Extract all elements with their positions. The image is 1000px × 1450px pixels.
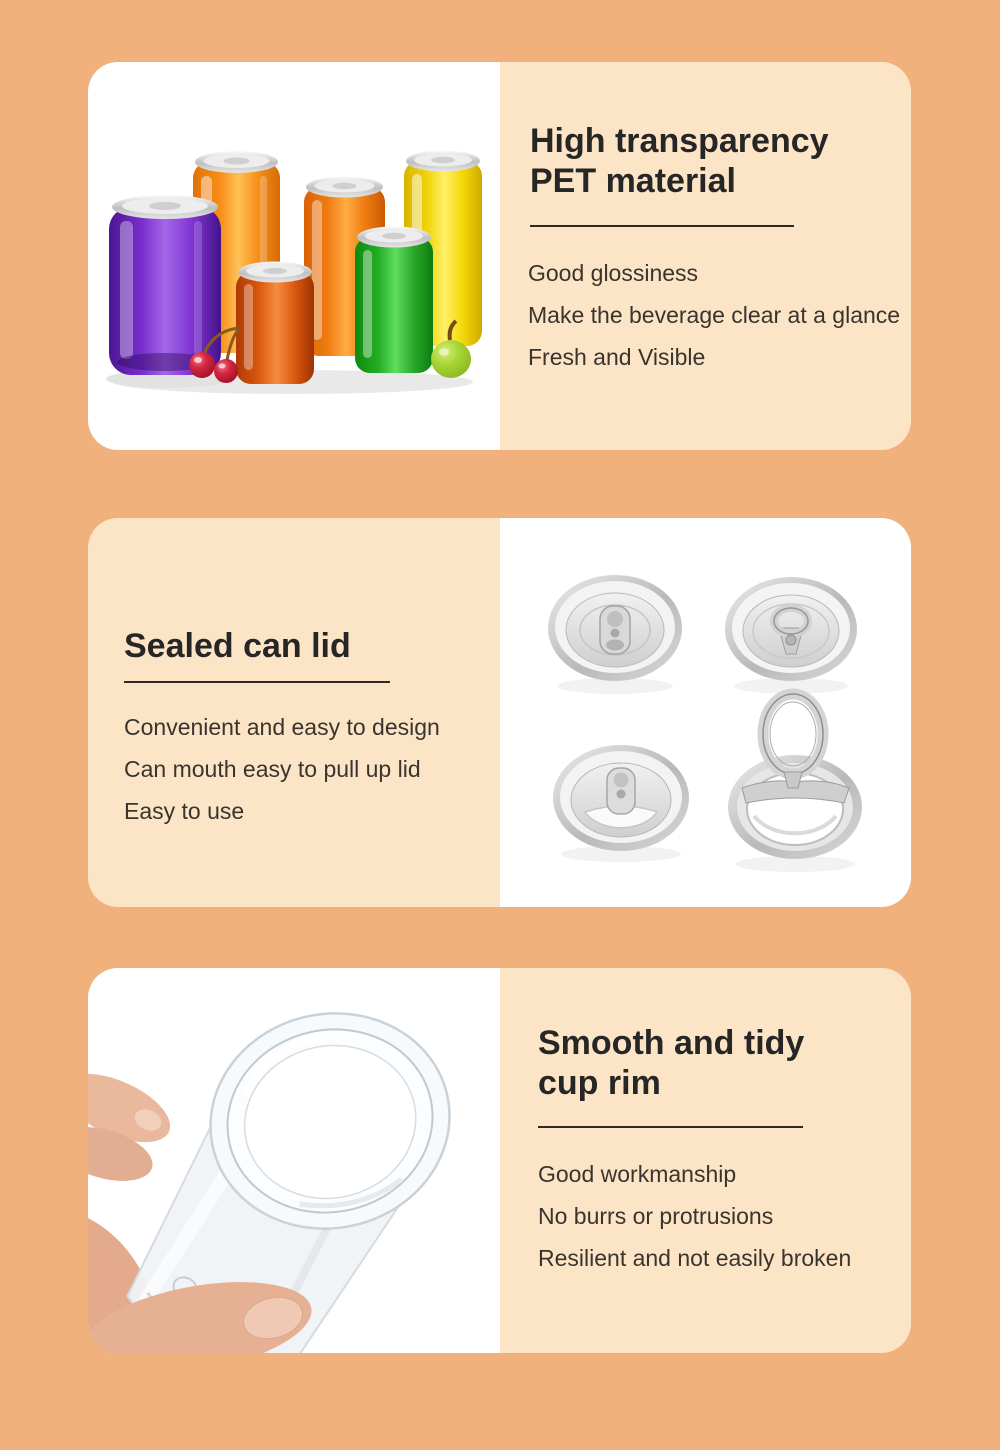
title-underline [124, 681, 390, 683]
can-lids-image [500, 518, 911, 907]
feature-item: Can mouth easy to pull up lid [124, 756, 421, 782]
feature-list [538, 1153, 851, 1279]
title-line-1: High transparency [530, 122, 829, 160]
section-sealed-can-lid [88, 518, 911, 907]
feature-item: Good glossiness [528, 260, 699, 286]
title-underline [530, 225, 794, 227]
feature-item: Easy to use [124, 798, 245, 824]
lid-stay-tab [548, 575, 682, 694]
lid-big-ring [728, 694, 862, 872]
feature-list [124, 706, 440, 832]
section-smooth-cup-rim [88, 968, 911, 1353]
section-high-transparency [88, 62, 911, 450]
feature-item: Make the beverage clear at a glance [528, 302, 901, 328]
section-title [530, 121, 829, 201]
title-line-1: Smooth and tidy [538, 1024, 805, 1062]
feature-item: Resilient and not easily broken [538, 1245, 852, 1271]
title-underline [538, 1126, 803, 1128]
feature-item: Good workmanship [538, 1161, 737, 1187]
section-title [124, 626, 351, 666]
feature-list [528, 252, 900, 378]
title-line-2: cup rim [538, 1064, 661, 1102]
title-line-1: Sealed can lid [124, 627, 351, 665]
lid-ring-pull [725, 577, 857, 694]
cup-rim-hand-image [88, 968, 500, 1353]
section-title [538, 1023, 804, 1103]
lid-opened [553, 745, 689, 862]
feature-item: No burrs or protrusions [538, 1203, 774, 1229]
title-line-2: PET material [530, 162, 736, 200]
colored-pet-cans-image [88, 62, 500, 450]
feature-item: Convenient and easy to design [124, 714, 440, 740]
feature-item: Fresh and Visible [528, 344, 706, 370]
